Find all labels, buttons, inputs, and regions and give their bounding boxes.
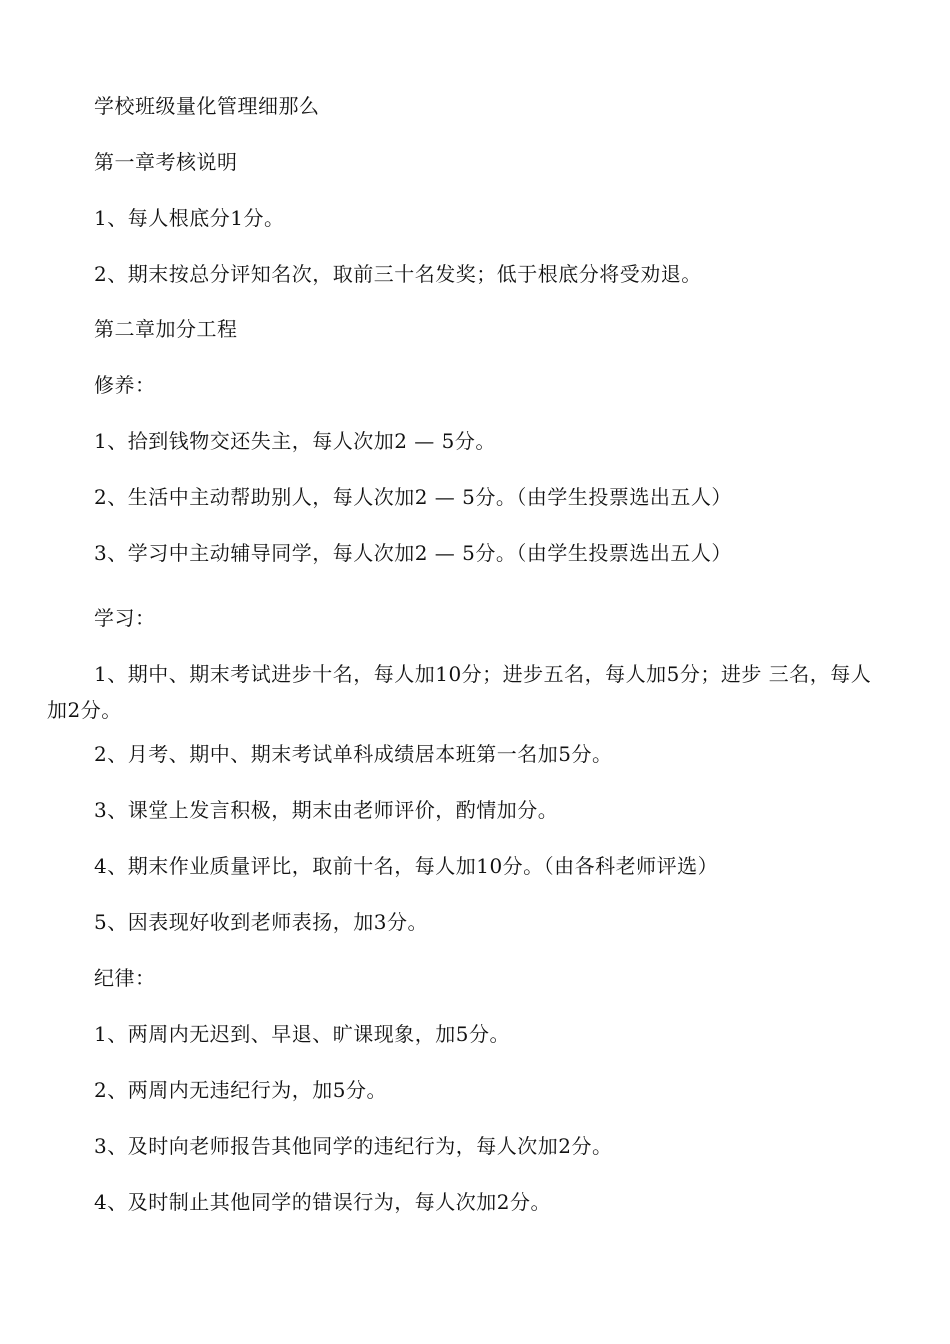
section-heading: 修养：: [94, 373, 156, 397]
paragraph: 5、因表现好收到老师表扬，加3分。: [94, 910, 428, 934]
paragraph: 3、学习中主动辅导同学，每人次加2 — 5分。（由学生投票选出五人）: [94, 541, 732, 565]
paragraph: 1、拾到钱物交还失主，每人次加2 — 5分。: [94, 429, 496, 453]
section-heading: 学习：: [94, 606, 156, 630]
chapter-heading: 第二章加分工程: [94, 317, 238, 341]
paragraph: 2、两周内无违纪行为，加5分。: [94, 1078, 387, 1102]
chapter-heading: 第一章考核说明: [94, 150, 238, 174]
paragraph: 2、期末按总分评知名次，取前三十名发奖；低于根底分将受劝退。: [94, 262, 702, 286]
document-title: 学校班级量化管理细那么: [94, 94, 320, 118]
paragraph: 3、及时向老师报告其他同学的违纪行为，每人次加2分。: [94, 1134, 613, 1158]
paragraph: 3、课堂上发言积极，期末由老师评价，酌情加分。: [94, 798, 559, 822]
paragraph: 2、生活中主动帮助别人，每人次加2 — 5分。（由学生投票选出五人）: [94, 485, 732, 509]
paragraph: 1、两周内无迟到、早退、旷课现象，加5分。: [94, 1022, 510, 1046]
section-heading: 纪律：: [94, 966, 156, 990]
paragraph: 1、每人根底分1分。: [94, 206, 285, 230]
paragraph: 4、期末作业质量评比，取前十名，每人加10分。（由各科老师评选）: [94, 854, 719, 878]
paragraph: 1、期中、期末考试进步十名，每人加10分；进步五名，每人加5分；进步 三名，每人加2分。: [47, 662, 872, 722]
paragraph: 4、及时制止其他同学的错误行为，每人次加2分。: [94, 1190, 551, 1214]
paragraph: 2、月考、期中、期末考试单科成绩居本班第一名加5分。: [94, 742, 613, 766]
